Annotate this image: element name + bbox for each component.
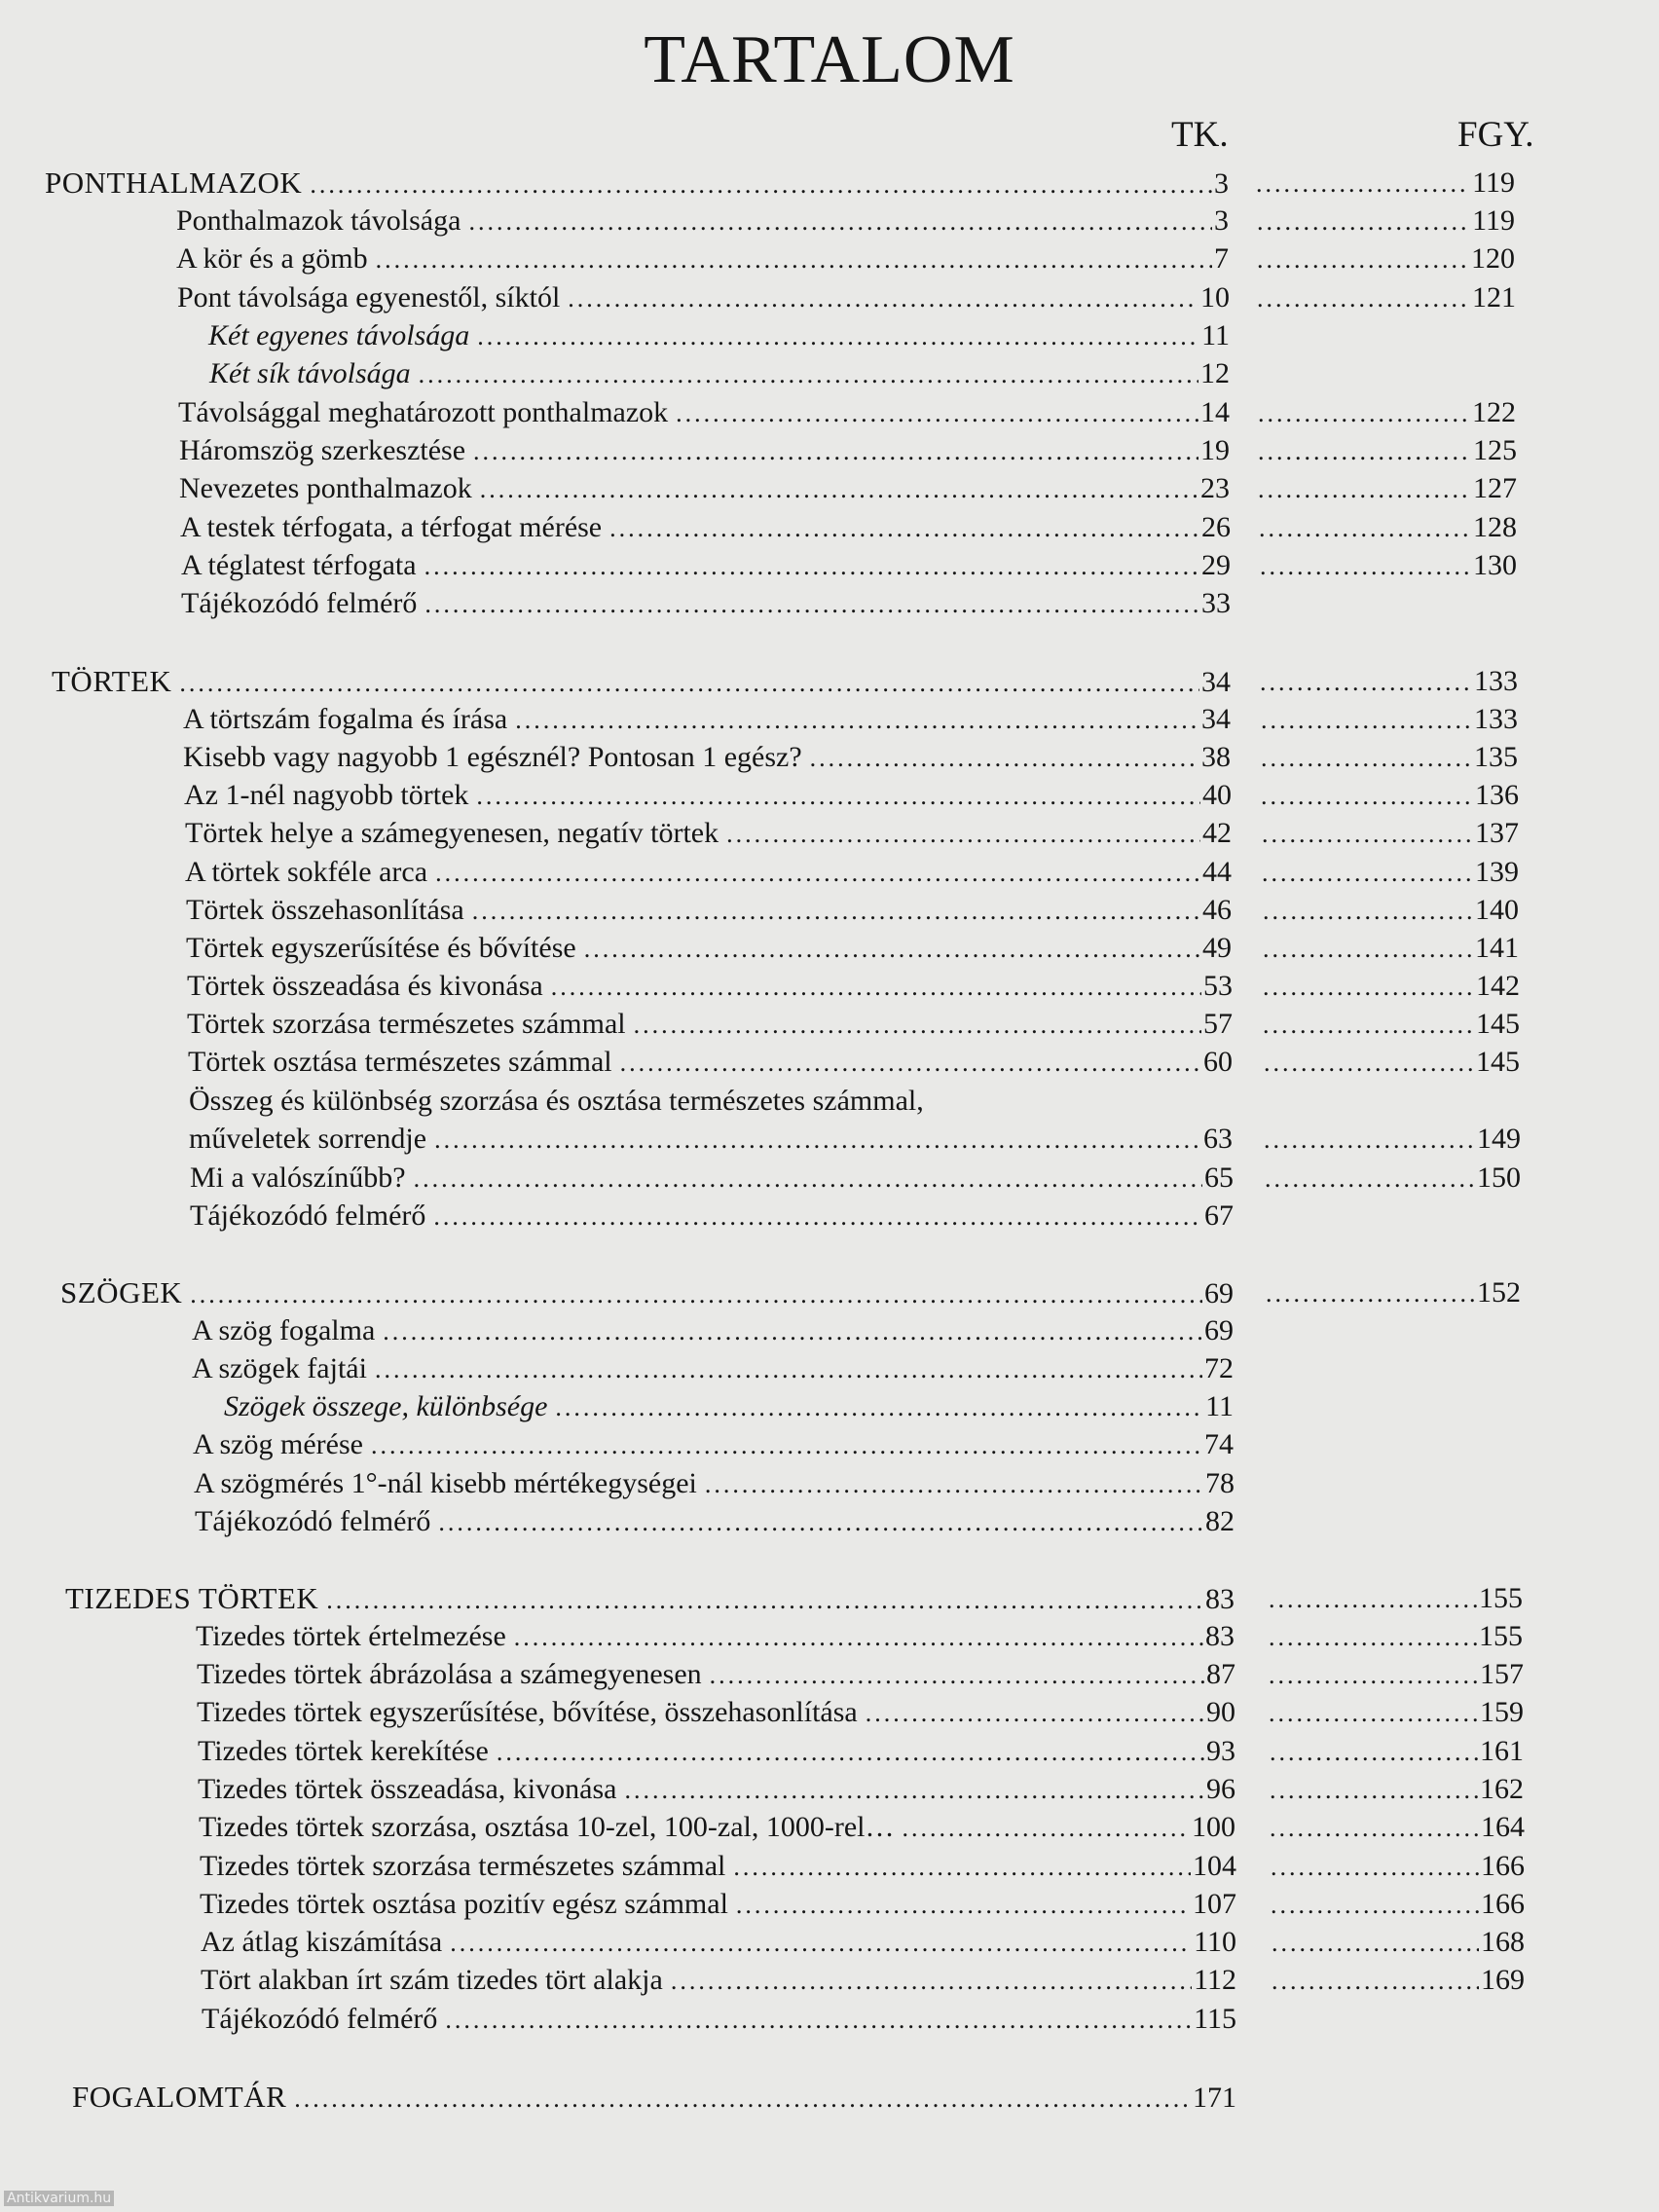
- dot-leader: [477, 317, 1199, 356]
- toc-entry-row: [0, 929, 1659, 968]
- tk-page-number: 19: [1200, 434, 1230, 466]
- dot-leader: [1269, 1580, 1477, 1619]
- toc-entry-label: Távolsággal meghatározott ponthalmazok: [178, 396, 669, 428]
- toc-section-row: [0, 2078, 1659, 2117]
- toc-entry-row: [0, 316, 1659, 355]
- toc-entry-label: Kisebb vagy nagyobb 1 egésznél? Pontosan 1 egész?: [183, 741, 802, 773]
- fgy-page-number: 119: [1472, 204, 1515, 237]
- watermark: Antikvarium.hu: [4, 2191, 114, 2206]
- tk-page-number: 33: [1201, 587, 1231, 619]
- toc-entry-label-line1: Összeg és különbség szorzása és osztása természetes számmal,: [189, 1085, 924, 1117]
- toc-entry-row: [0, 1043, 1659, 1082]
- dot-leader: [419, 355, 1198, 394]
- toc-section-title: PONTHALMAZOK: [45, 166, 303, 200]
- toc-entry-row: [0, 202, 1659, 240]
- toc-entry-row: [0, 469, 1659, 508]
- dot-leader: [551, 968, 1201, 1007]
- dot-leader: [515, 701, 1199, 740]
- dot-leader: [1257, 240, 1469, 279]
- toc-entry-label: Tájékozódó felmérő: [190, 1199, 426, 1232]
- tk-page-number: 42: [1202, 817, 1232, 849]
- tk-page-number: 110: [1194, 1926, 1236, 1958]
- toc-entry-row: [0, 1085, 1659, 1159]
- dot-leader: [1271, 1848, 1479, 1887]
- toc-entry-row: [0, 1005, 1659, 1044]
- dot-leader: [1272, 1924, 1479, 1963]
- tk-page-number: 3: [1214, 167, 1229, 200]
- tk-page-number: 63: [1203, 1123, 1233, 1155]
- fgy-page-number: 162: [1480, 1773, 1524, 1805]
- dot-leader: [902, 1809, 1190, 1848]
- dot-leader: [726, 815, 1200, 854]
- tk-page-number: 87: [1206, 1658, 1235, 1690]
- tk-page-number: 34: [1201, 666, 1231, 698]
- toc-entry-row: [0, 508, 1659, 547]
- tk-page-number: 112: [1194, 1964, 1236, 1996]
- toc-entry-row: [0, 1197, 1659, 1235]
- dot-leader: [190, 1275, 1202, 1314]
- toc-entry-label: Tizedes törtek ábrázolása a számegyenesen: [197, 1658, 702, 1690]
- toc-entry-row: [0, 1311, 1659, 1350]
- tk-page-number: 74: [1204, 1428, 1234, 1460]
- toc-entry-label: Tizedes törtek szorzása, osztása 10-zel, 100-zal, 1000-rel…: [199, 1811, 895, 1843]
- page-title: TARTALOM: [644, 22, 1015, 97]
- fgy-page-number: 149: [1477, 1123, 1521, 1155]
- tk-page-number: 78: [1205, 1467, 1235, 1499]
- toc-entry-row: [0, 1847, 1659, 1886]
- dot-leader: [414, 1160, 1202, 1198]
- toc-entry-row: [0, 700, 1659, 739]
- dot-leader: [1261, 739, 1472, 778]
- dot-leader: [1261, 777, 1473, 816]
- dot-leader: [438, 1503, 1203, 1542]
- toc-entry-row: [0, 1159, 1659, 1198]
- toc-entry-label: Tizedes törtek osztása pozitív egész számmal: [200, 1888, 728, 1920]
- fgy-page-number: 137: [1475, 817, 1519, 849]
- dot-leader: [1269, 1618, 1477, 1657]
- dot-leader: [1263, 968, 1474, 1007]
- tk-page-number: 90: [1206, 1696, 1235, 1728]
- column-header-tk: TK.: [1171, 115, 1229, 155]
- dot-leader: [1270, 1809, 1479, 1848]
- tk-page-number: 7: [1214, 242, 1229, 275]
- dot-leader: [609, 509, 1199, 548]
- tk-page-number: 67: [1204, 1199, 1234, 1232]
- dot-leader: [1260, 547, 1471, 586]
- toc-entry-label: Tizedes törtek szorzása természetes számmal: [200, 1850, 726, 1882]
- tk-page-number: 26: [1201, 511, 1231, 543]
- dot-leader: [1270, 1733, 1478, 1772]
- dot-leader: [1263, 1006, 1474, 1045]
- tk-page-number: 10: [1200, 281, 1230, 313]
- toc-entry-row: [0, 814, 1659, 853]
- toc-section-row: [0, 662, 1659, 701]
- dot-leader: [1257, 279, 1470, 318]
- fgy-page-number: 168: [1481, 1926, 1525, 1958]
- dot-leader: [1258, 394, 1470, 433]
- fgy-page-number: 159: [1480, 1696, 1524, 1728]
- toc-section-title: SZÖGEK: [60, 1275, 183, 1309]
- dot-leader: [1257, 203, 1470, 241]
- toc-entry-row: [0, 1617, 1659, 1656]
- toc-entry-label: A testek térfogata, a térfogat mérése: [180, 511, 603, 543]
- toc-section-row: [0, 1273, 1659, 1312]
- tk-page-number: 104: [1193, 1850, 1236, 1882]
- dot-leader: [450, 1924, 1192, 1963]
- fgy-page-number: 161: [1480, 1735, 1524, 1767]
- tk-page-number: 100: [1192, 1811, 1235, 1843]
- fgy-page-number: 166: [1481, 1850, 1525, 1882]
- dot-leader: [497, 1733, 1204, 1772]
- toc-entry-row: [0, 967, 1659, 1006]
- fgy-page-number: 157: [1480, 1658, 1524, 1690]
- fgy-page-number: 135: [1474, 741, 1518, 773]
- toc-entry-label: Törtek összehasonlítása: [186, 894, 464, 926]
- toc-entry-row: [0, 393, 1659, 432]
- fgy-page-number: 169: [1481, 1964, 1525, 1996]
- dot-leader: [1261, 701, 1472, 740]
- tk-page-number: 14: [1200, 396, 1230, 428]
- toc-entry-label: Tizedes törtek összeadása, kivonása: [198, 1773, 617, 1805]
- fgy-page-number: 136: [1475, 779, 1519, 811]
- fgy-page-number: 122: [1472, 396, 1516, 428]
- tk-page-number: 3: [1214, 204, 1229, 237]
- toc-entry-label: Törtek összeadása és kivonása: [187, 970, 543, 1002]
- fgy-page-number: 121: [1472, 281, 1516, 313]
- dot-leader: [1256, 165, 1470, 203]
- toc-entry-label: A törtek sokféle arca: [185, 856, 428, 888]
- dot-leader: [710, 1656, 1204, 1695]
- tk-page-number: 23: [1200, 472, 1230, 504]
- toc-entry-row: [0, 1770, 1659, 1809]
- dot-leader: [383, 1312, 1202, 1351]
- toc-entry-row: [0, 1732, 1659, 1771]
- dot-leader: [310, 166, 1212, 204]
- toc-entry-label: Tájékozódó felmérő: [195, 1505, 431, 1537]
- toc-entry-label: Tizedes törtek kerekítése: [198, 1735, 489, 1767]
- dot-leader: [733, 1848, 1191, 1887]
- dot-leader: [473, 432, 1198, 471]
- tk-page-number: 46: [1202, 894, 1232, 926]
- fgy-page-number: 133: [1474, 665, 1518, 697]
- dot-leader: [1258, 432, 1471, 471]
- fgy-page-number: 133: [1474, 703, 1518, 735]
- dot-leader: [620, 1044, 1201, 1083]
- dot-leader: [1262, 815, 1473, 854]
- toc-entry-row: [0, 738, 1659, 777]
- dot-leader: [1263, 930, 1473, 969]
- toc-entry-row: [0, 1923, 1659, 1962]
- fgy-page-number: 130: [1473, 549, 1517, 581]
- toc-section-row: [0, 1579, 1659, 1618]
- dot-leader: [634, 1006, 1201, 1045]
- fgy-page-number: 152: [1477, 1276, 1521, 1309]
- toc-entry-label: Két sík távolsága: [209, 357, 411, 389]
- dot-leader: [1265, 1160, 1475, 1198]
- dot-leader: [624, 1771, 1204, 1810]
- dot-leader: [705, 1465, 1203, 1504]
- dot-leader: [468, 203, 1212, 241]
- toc-section-title: TIZEDES TÖRTEK: [65, 1581, 319, 1615]
- toc-entry-label: Mi a valószínűbb?: [190, 1161, 406, 1194]
- dot-leader: [1272, 1962, 1479, 2001]
- dot-leader: [810, 739, 1199, 778]
- tk-page-number: 115: [1194, 2003, 1236, 2035]
- toc-entry-label: A szögek fajtái: [192, 1352, 367, 1384]
- toc-entry-row: [0, 2000, 1659, 2039]
- dot-leader: [472, 892, 1200, 931]
- dot-leader: [1270, 1771, 1478, 1810]
- toc-entry-row: [0, 546, 1659, 585]
- toc-entry-row: [0, 278, 1659, 317]
- column-header-fgy: FGY.: [1457, 115, 1534, 155]
- tk-page-number: 38: [1201, 741, 1231, 773]
- dot-leader: [376, 240, 1212, 279]
- tk-page-number: 69: [1204, 1277, 1234, 1309]
- toc-entry-label: műveletek sorrendje: [189, 1123, 427, 1155]
- tk-page-number: 12: [1200, 357, 1230, 389]
- fgy-page-number: 128: [1473, 511, 1517, 543]
- toc-entry-label: Tájékozódó felmérő: [181, 587, 418, 619]
- toc-entry-label: A szög mérése: [193, 1428, 363, 1460]
- toc-entry-row: [0, 891, 1659, 930]
- dot-leader: [476, 777, 1200, 816]
- tk-page-number: 72: [1204, 1352, 1234, 1384]
- tk-page-number: 40: [1202, 779, 1232, 811]
- toc-entry-label: Az 1-nél nagyobb törtek: [184, 779, 469, 811]
- tk-page-number: 65: [1204, 1161, 1234, 1194]
- dot-leader: [736, 1886, 1191, 1925]
- tk-page-number: 171: [1193, 2082, 1236, 2114]
- toc-entry-label: A téglatest térfogata: [181, 549, 417, 581]
- tk-page-number: 96: [1206, 1773, 1235, 1805]
- dot-leader: [1260, 663, 1472, 702]
- dot-leader: [568, 279, 1198, 318]
- dot-leader: [435, 854, 1200, 893]
- toc-entry-row: [0, 354, 1659, 393]
- toc-entry-label: Törtek helye a számegyenesen, negatív törtek: [185, 817, 719, 849]
- tk-page-number: 107: [1193, 1888, 1236, 1920]
- fgy-page-number: 125: [1473, 434, 1517, 466]
- fgy-page-number: 155: [1479, 1582, 1523, 1614]
- toc-entry-label: Az átlag kiszámítása: [201, 1926, 443, 1958]
- fgy-page-number: 145: [1476, 1008, 1520, 1040]
- dot-leader: [1266, 1274, 1475, 1313]
- toc-entry-label: A szögmérés 1°-nál kisebb mértékegységei: [194, 1467, 697, 1499]
- fgy-page-number: 140: [1475, 894, 1519, 926]
- dot-leader: [1271, 1886, 1479, 1925]
- dot-leader: [1262, 854, 1473, 893]
- toc-entry-row: [0, 1387, 1659, 1426]
- toc-entry-row: [0, 1464, 1659, 1503]
- dot-leader: [424, 547, 1199, 586]
- dot-leader: [866, 1694, 1204, 1733]
- dot-leader: [434, 1121, 1201, 1160]
- fgy-page-number: 120: [1471, 242, 1515, 275]
- toc-entry-row: [0, 1808, 1659, 1847]
- toc-entry-row: [0, 584, 1659, 623]
- toc-entry-label: A kör és a gömb: [176, 242, 368, 275]
- dot-leader: [584, 930, 1200, 969]
- dot-leader: [445, 2001, 1192, 2040]
- toc-entry-row: [0, 1349, 1659, 1388]
- toc-entry-row: [0, 1961, 1659, 2000]
- dot-leader: [1269, 1656, 1478, 1695]
- toc-entry-label: Háromszög szerkesztése: [179, 434, 466, 466]
- toc-entry-label: Nevezetes ponthalmazok: [179, 472, 472, 504]
- toc-section-title: TÖRTEK: [52, 664, 172, 698]
- tk-page-number: 53: [1203, 970, 1233, 1002]
- toc-entry-row: [0, 1885, 1659, 1924]
- tk-page-number: 44: [1202, 856, 1232, 888]
- toc-entry-label: Ponthalmazok távolsága: [176, 204, 461, 237]
- dot-leader: [326, 1581, 1203, 1620]
- tk-page-number: 93: [1206, 1735, 1235, 1767]
- fgy-page-number: 164: [1481, 1811, 1525, 1843]
- tk-page-number: 49: [1202, 932, 1232, 964]
- toc-entry-row: [0, 240, 1659, 278]
- dot-leader: [1264, 1121, 1475, 1160]
- dot-leader: [375, 1350, 1202, 1389]
- toc-entry-label: Szögek összege, különbsége: [224, 1390, 548, 1422]
- toc-entry-label: A szög fogalma: [192, 1314, 376, 1346]
- toc-section-row: [0, 164, 1659, 203]
- toc-entry-row: [0, 1693, 1659, 1732]
- dot-leader: [671, 1962, 1192, 2001]
- tk-page-number: 57: [1203, 1008, 1233, 1040]
- fgy-page-number: 145: [1476, 1046, 1520, 1078]
- dot-leader: [1264, 1044, 1474, 1083]
- tk-page-number: 29: [1201, 549, 1231, 581]
- toc-entry-label: Pont távolsága egyenestől, síktól: [177, 281, 561, 313]
- tk-page-number: 34: [1201, 703, 1231, 735]
- toc-entry-row: [0, 1502, 1659, 1541]
- dot-leader: [433, 1198, 1202, 1236]
- fgy-page-number: 127: [1473, 472, 1517, 504]
- fgy-page-number: 119: [1472, 166, 1515, 199]
- toc-entry-row: [0, 853, 1659, 892]
- toc-entry-row: [0, 431, 1659, 470]
- dot-leader: [676, 394, 1198, 433]
- dot-leader: [371, 1426, 1202, 1465]
- dot-leader: [424, 585, 1199, 624]
- fgy-page-number: 139: [1475, 856, 1519, 888]
- tk-page-number: 11: [1201, 319, 1230, 351]
- dot-leader: [1263, 892, 1473, 931]
- tk-page-number: 82: [1205, 1505, 1235, 1537]
- toc-entry-label: Tájékozódó felmérő: [202, 2003, 438, 2035]
- toc-entry-label: Tört alakban írt szám tizedes tört alakja: [201, 1964, 663, 1996]
- dot-leader: [514, 1618, 1203, 1657]
- dot-leader: [555, 1388, 1203, 1427]
- dot-leader: [1269, 1694, 1478, 1733]
- tk-page-number: 69: [1204, 1314, 1234, 1346]
- toc-entry-label: Tizedes törtek egyszerűsítése, bővítése, összehasonlítása: [197, 1696, 858, 1728]
- fgy-page-number: 142: [1476, 970, 1520, 1002]
- tk-page-number: 11: [1205, 1390, 1234, 1422]
- toc-entry-row: [0, 1655, 1659, 1694]
- dot-leader: [480, 470, 1198, 509]
- toc-entry-row: [0, 776, 1659, 815]
- dot-leader: [1259, 509, 1471, 548]
- tk-page-number: 83: [1205, 1620, 1235, 1652]
- fgy-page-number: 141: [1475, 932, 1519, 964]
- toc-entry-label: Törtek egyszerűsítése és bővítése: [186, 932, 576, 964]
- toc-entry-label: Tizedes törtek értelmezése: [196, 1620, 506, 1652]
- tk-page-number: 83: [1205, 1583, 1235, 1615]
- toc-section-title: FOGALOMTÁR: [72, 2080, 287, 2114]
- dot-leader: [1258, 470, 1471, 509]
- dot-leader: [179, 664, 1199, 703]
- tk-page-number: 60: [1203, 1046, 1233, 1078]
- toc-entry-label: Törtek szorzása természetes számmal: [187, 1008, 626, 1040]
- toc-entry-label: Törtek osztása természetes számmal: [188, 1046, 612, 1078]
- fgy-page-number: 155: [1479, 1620, 1523, 1652]
- toc-entry-label: Két egyenes távolsága: [208, 319, 470, 351]
- fgy-page-number: 150: [1477, 1161, 1521, 1194]
- toc-entry-row: [0, 1425, 1659, 1464]
- toc-entry-label: A törtszám fogalma és írása: [183, 703, 508, 735]
- fgy-page-number: 166: [1481, 1888, 1525, 1920]
- dot-leader: [294, 2080, 1191, 2119]
